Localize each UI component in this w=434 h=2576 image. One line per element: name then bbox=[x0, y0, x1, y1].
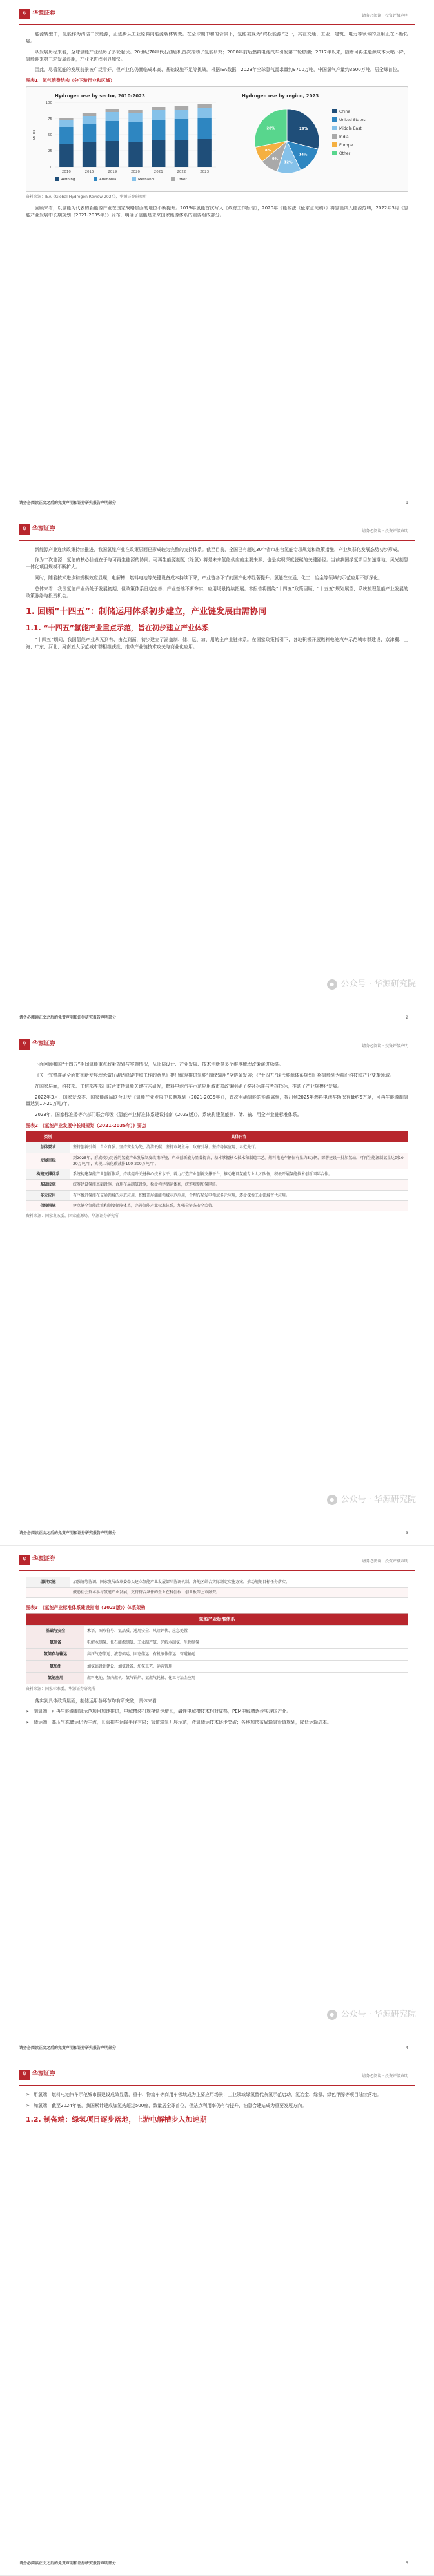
page-3 bbox=[0, 1030, 434, 1545]
bar-segment bbox=[152, 120, 165, 140]
page-content bbox=[26, 546, 408, 655]
bar-segment bbox=[106, 109, 119, 112]
footer-disclaimer: 请务必阅读正文之后的免责声明和证券研究报告声明部分 bbox=[19, 2046, 117, 2051]
table-cell-text: 加强统筹协调，国家发展改革委牵头建立氢能产业发展部际协调机制，各地区结合实际制定实施方案，推动规划目标任务落实。 bbox=[70, 1577, 408, 1587]
table-source: 资料来源：国家发改委，国家能源局，华源证券研究所 bbox=[26, 1214, 119, 1219]
x-tick-label: 2010 bbox=[61, 170, 71, 175]
body-paragraph: 同时，随着技术进步和规模效应显现，电解槽、燃料电池等关键设备成本持续下降，产业链各环节的国产化率显著提升。氢能在交通、化工、冶金等领域的示范应用不断深化。 bbox=[35, 575, 382, 581]
legend-label: Ammonia bbox=[99, 178, 117, 182]
standards-tree bbox=[26, 1613, 408, 1684]
legend-label: India bbox=[339, 135, 349, 140]
watermark bbox=[327, 1494, 416, 1506]
bullet-item: ➢ 储运端：高压气态储运仍为主流，长管拖车运输半径有限；管道输氢开展示范，液氢储运技术逐步突破；各地加快布局输氢管道规划，降低运输成本。 bbox=[26, 1719, 408, 1726]
page-number: 2 bbox=[406, 1015, 408, 1021]
table-row bbox=[26, 1190, 408, 1200]
tree-row bbox=[26, 1648, 408, 1660]
bar-segment bbox=[83, 124, 96, 142]
bullet-item: ➢ 制氢端：可再生能源制氢示范项目加速推进，电解槽装机规模快速增长，碱性电解槽技术相对成熟，PEM电解槽逐步实现国产化。 bbox=[26, 1708, 408, 1715]
page-header bbox=[0, 1030, 434, 1061]
footer-disclaimer: 请务必阅读正文之后的免责声明和证券研究报告声明部分 bbox=[19, 1015, 117, 1021]
table-cell-category bbox=[26, 1587, 70, 1597]
page-footer bbox=[0, 2035, 434, 2061]
tree-row bbox=[26, 1672, 408, 1684]
page-content bbox=[26, 1061, 408, 1225]
pie-value-label: 14% bbox=[299, 153, 308, 157]
table-row bbox=[26, 1153, 408, 1169]
policy-table-continued bbox=[26, 1577, 408, 1599]
bullet-item: ➢ 加氢端：截至2024年底，我国累计建成加氢站超过500座，数量居全球首位，但站点利用率仍有待提升，油氢合建站成为重要发展方向。 bbox=[26, 2102, 408, 2110]
x-tick-label: 2015 bbox=[84, 170, 94, 175]
tree-category: 氢储存与输运 bbox=[26, 1649, 84, 1660]
header-divider bbox=[19, 1570, 415, 1571]
y-tick-label: 0 bbox=[50, 166, 52, 170]
page-1 bbox=[0, 0, 434, 515]
x-tick-label: 2019 bbox=[108, 170, 117, 175]
table-cell-text: 鼓励社会资本参与氢能产业发展，支持符合条件的企业在科创板、创业板等上市融资。 bbox=[70, 1587, 408, 1597]
bar-segment bbox=[128, 113, 142, 122]
tree-category: 氢能应用 bbox=[26, 1673, 84, 1684]
tree-category: 氢制备 bbox=[26, 1637, 84, 1648]
bar-segment bbox=[59, 118, 73, 120]
bar-segment bbox=[175, 110, 188, 119]
table-cell-category: 构建支撑体系 bbox=[26, 1169, 70, 1180]
table-cell-category: 基础设施 bbox=[26, 1180, 70, 1190]
footer-disclaimer: 请务必阅读正文之后的免责声明和证券研究报告声明部分 bbox=[19, 1530, 117, 1535]
watermark bbox=[327, 978, 416, 991]
table-header-cell: 类别 bbox=[26, 1131, 70, 1142]
table-cell-category: 总体要求 bbox=[26, 1142, 70, 1153]
header-divider bbox=[19, 540, 415, 541]
y-tick-label: 25 bbox=[48, 149, 52, 154]
legend-swatch bbox=[55, 177, 59, 181]
bullet-item: ➢ 用氢端：燃料电池汽车示范城市群建设成效显著，重卡、物流车等商用车领域成为主要应用场景；工业领域绿氢替代灰氢示范启动，氢冶金、绿氨、绿色甲醇等项目陆续落地。 bbox=[26, 2091, 408, 2099]
bar-segment bbox=[59, 120, 73, 127]
footer-disclaimer: 请务必阅读正文之后的免责声明和证券研究报告声明部分 bbox=[19, 500, 117, 505]
logo-mark-icon: 华 bbox=[19, 2070, 30, 2080]
legend-label: Methanol bbox=[138, 178, 155, 182]
body-paragraph: 作为二次能源，氢能的核心价值在于与可再生能源的协同。可再生能源制氢（绿氢）将是未来氢能供应的主要来源，也是实现深度脱碳的关键路径。当前我国绿氢项目加速落地，风光制氢一体化项目规模不断扩大。 bbox=[26, 557, 408, 570]
footer-disclaimer: 请务必阅读正文之后的免责声明和证券研究报告声明部分 bbox=[19, 2561, 117, 2566]
x-tick-label: 2021 bbox=[153, 170, 163, 175]
figure-title: 图表1：氢气消费结构（分下游行业和区域） bbox=[26, 78, 115, 84]
bar-segment bbox=[175, 119, 188, 140]
figure-source: 资料来源：国家标准委，华源证券研究所 bbox=[26, 1687, 96, 1692]
legend-swatch bbox=[332, 117, 337, 122]
bar-segment bbox=[83, 113, 96, 116]
pie-value-label: 28% bbox=[266, 126, 275, 131]
tree-head: 氢能产业标准体系 bbox=[26, 1614, 408, 1625]
bar-chart-title: Hydrogen use by sector, 2010-2023 bbox=[55, 93, 145, 99]
page-number: 3 bbox=[406, 1530, 408, 1535]
body-paragraph: 回顾来看，以氢能为代表的新能源产业在国家战略层面的地位不断提升。2019年氢能首次写入《政府工作报告》，2020年《能源法（征求意见稿）》将氢能纳入能源范畴，2022年3月《氢能产业发展中长期规划（2021-2035年）》发布，明确了氢能是未来国家能源体系的重要组成部分。 bbox=[26, 206, 408, 218]
page-header bbox=[0, 515, 434, 546]
page-content bbox=[26, 31, 408, 223]
logo-text: 华源证券 bbox=[32, 10, 56, 17]
header-tagline: 请务必阅读 · 投资评级声明 bbox=[362, 2074, 408, 2079]
legend-swatch bbox=[332, 142, 337, 147]
body-paragraph: 因此，尽管氢能的发展前景被广泛看好，但产业化仍面临成本高、基础设施不足等挑战。根据IEA数据，2023年全球氢气需求量约9700万吨，中国氢气产量约3500万吨，居全球首位。 bbox=[35, 67, 402, 73]
table-cell-category: 多元应用 bbox=[26, 1190, 70, 1200]
bar-segment bbox=[197, 108, 211, 118]
legend-label: Refining bbox=[61, 178, 75, 182]
bar-segment bbox=[197, 104, 211, 108]
tree-category: 基础与安全 bbox=[26, 1626, 84, 1637]
logo bbox=[19, 1555, 55, 1565]
bar-segment bbox=[197, 139, 211, 167]
body-paragraph: 落实到具体政策层面，制储运用各环节均有所突破，具体来看： bbox=[35, 1698, 161, 1704]
legend-label: Other bbox=[339, 151, 351, 157]
page-footer bbox=[0, 1519, 434, 1545]
body-paragraph: 《关于完整准确全面贯彻新发展理念做好碳达峰碳中和工作的意见》提出统筹推进氢能“制储输用”全链条发展；《“十四五”现代能源体系规划》将氢能列为前沿科技和产业变革领域。 bbox=[35, 1072, 395, 1078]
table-cell-text: 有序推进氢能在交通领域的示范应用，积极开展储能领域示范应用，合理布局发电领域多元应用，逐步探索工业领域替代应用。 bbox=[70, 1190, 408, 1200]
pie-value-label: 8% bbox=[264, 148, 271, 153]
legend-swatch bbox=[132, 177, 136, 181]
watermark bbox=[327, 2008, 416, 2021]
tree-items: 术语、图形符号、氢品质、通用安全、风险评估、应急处置 bbox=[87, 1628, 188, 1633]
bar-segment bbox=[128, 110, 142, 113]
table-cell-text: 坚持创新引领、自立自强；坚持安全为先、清洁低碳；坚持市场主导、政府引导；坚持稳慎应用、示范先行。 bbox=[70, 1142, 408, 1153]
section-title: 回顾“十四五”：制储运用体系初步建立，产业链发展由需协同 bbox=[37, 606, 267, 617]
table-cell-category: 组织实施 bbox=[26, 1577, 70, 1587]
table-cell-text: 建立健全氢能政策和制度保障体系，完善氢能产业标准体系，加强全链条安全监管。 bbox=[70, 1200, 408, 1211]
legend-swatch bbox=[332, 126, 337, 130]
body-paragraph: 下面回顾我国“十四五”期间氢能重点政策规划与实施情况，从顶层设计、产业发展、技术创新等多个维度梳理政策演进脉络。 bbox=[35, 1062, 284, 1067]
header-tagline: 请务必阅读 · 投资评级声明 bbox=[362, 1559, 408, 1564]
wechat-icon: ● bbox=[327, 979, 337, 990]
bar-segment bbox=[59, 127, 73, 144]
legend-label: United States bbox=[339, 118, 366, 123]
tree-items: 燃料电池、氢内燃机、氢气锅炉、氢燃气轮机、化工与冶金应用 bbox=[87, 1675, 196, 1680]
legend-swatch bbox=[332, 109, 337, 113]
header-divider bbox=[19, 24, 415, 25]
figure-source: 资料来源：IEA《Global Hydrogen Review 2024》，华源证券研究所 bbox=[26, 194, 147, 199]
x-tick-label: 2023 bbox=[200, 170, 210, 175]
table-cell-text: 系统构建氢能产业创新体系，持续提升关键核心技术水平，着力打造产业创新支撑平台，推动建设氢能专业人才队伍，积极开展氢能技术创新国际合作。 bbox=[70, 1169, 408, 1180]
y-tick-label: 75 bbox=[48, 117, 52, 122]
logo-text: 华源证券 bbox=[32, 525, 56, 532]
subsection-heading: 1.1. “十四五”氢能产业重点示范，旨在初步建立产业体系 bbox=[26, 623, 209, 632]
legend-label: Other bbox=[177, 178, 187, 182]
logo bbox=[19, 1039, 55, 1050]
y-tick-label: 100 bbox=[45, 101, 52, 106]
legend-swatch bbox=[332, 151, 337, 155]
bar-segment bbox=[106, 112, 119, 121]
wechat-icon: ● bbox=[327, 1495, 337, 1505]
pie-value-label: 9% bbox=[272, 157, 279, 161]
table-row bbox=[26, 1587, 408, 1597]
pie-chart-title: Hydrogen use by region, 2023 bbox=[242, 93, 319, 99]
logo-mark-icon: 华 bbox=[19, 1039, 30, 1050]
watermark-text: 公众号 · 华源研究院 bbox=[340, 1494, 416, 1504]
bar-segment bbox=[175, 106, 188, 110]
y-tick-label: 50 bbox=[48, 133, 52, 138]
bar-segment bbox=[152, 140, 165, 167]
policy-table bbox=[26, 1131, 408, 1211]
logo bbox=[19, 524, 55, 535]
bar-segment bbox=[106, 121, 119, 141]
page-2 bbox=[0, 515, 434, 1030]
wechat-icon: ● bbox=[327, 2010, 337, 2020]
page-number: 4 bbox=[406, 2046, 408, 2051]
page-5 bbox=[0, 2061, 434, 2575]
pie-value-label: 12% bbox=[284, 160, 293, 165]
body-paragraph: “十四五”期间，我国氢能产业从无到有、由点到面，初步建立了涵盖制、储、运、加、用的全产业链体系。在国家政策指引下，各地积极开展燃料电池汽车示范城市群建设，京津冀、上海、广东、河北、河南五大示范城市群相继获批，推动产业链技术攻关与商业化应用。 bbox=[26, 637, 408, 649]
logo-text: 华源证券 bbox=[32, 1555, 56, 1562]
bar-segment bbox=[197, 118, 211, 139]
legend-swatch bbox=[332, 134, 337, 139]
table-header-cell: 具体内容 bbox=[70, 1131, 408, 1142]
table-cell-category: 保障措施 bbox=[26, 1200, 70, 1211]
legend-label: China bbox=[339, 110, 351, 115]
tree-items: 高压气态储运、液态储运、固态储运、有机液体储运、管道输运 bbox=[87, 1652, 196, 1657]
header-tagline: 请务必阅读 · 投资评级声明 bbox=[362, 1044, 408, 1048]
logo-mark-icon: 华 bbox=[19, 1555, 30, 1565]
body-paragraph: 新能源产业连续政策持续推进，我国氢能产业在政策层面已形成较为完整的支持体系。截至目前，全国已有超过30个省市出台氢能专项规划和政策措施，产业集群化发展态势初步形成。 bbox=[35, 546, 402, 552]
bar-segment bbox=[152, 107, 165, 110]
page-footer bbox=[0, 2550, 434, 2575]
x-tick-label: 2020 bbox=[131, 170, 140, 175]
bar-segment bbox=[83, 116, 96, 124]
x-tick-label: 2022 bbox=[177, 170, 186, 175]
y-axis-label: Mt H2 bbox=[33, 129, 37, 140]
body-paragraph: 2023年，国家标准委等六部门联合印发《氢能产业标准体系建设指南（2023版）》，系统构建氢能制、储、输、用全产业链标准体系。 bbox=[35, 1112, 302, 1118]
tree-row bbox=[26, 1660, 408, 1672]
page-footer bbox=[0, 489, 434, 515]
tree-category: 氢加注 bbox=[26, 1661, 84, 1672]
watermark-text: 公众号 · 华源研究院 bbox=[340, 979, 416, 990]
body-paragraph: 2022年3月，国家发改委、国家能源局联合印发《氢能产业发展中长期规划（2021-2035年）》，首次明确氢能的能源属性，提出到2025年燃料电池车辆保有量约5万辆，可再生能源制氢量达到10-20万吨/年。 bbox=[26, 1094, 408, 1107]
logo bbox=[19, 9, 55, 19]
table-row bbox=[26, 1577, 408, 1587]
page-content bbox=[26, 1577, 408, 1731]
figure-box bbox=[26, 86, 408, 192]
page-content bbox=[26, 2091, 408, 2128]
body-paragraph: 能源转型中，氢能作为清洁二次能源，正逐步从工业原料向能源载体转变。在全球碳中和的背景下，氢能被视为“终极能源”之一，其在交通、工业、建筑、电力等领域的应用正在不断拓展。 bbox=[26, 32, 408, 44]
legend-swatch bbox=[171, 177, 175, 181]
subsection-heading: 1.2. 制备端：绿氢项目逐步落地，上游电解槽步入加速期 bbox=[26, 2115, 207, 2124]
table-row bbox=[26, 1200, 408, 1211]
section-heading bbox=[26, 606, 408, 618]
section-number: 1. bbox=[26, 606, 35, 617]
body-paragraph: 在国家层面，科技部、工信部等部门联合支持氢能关键技术研发，燃料电池汽车示范应用城市群政策明确了奖补标准与考核指标，推动了产业规模化发展。 bbox=[35, 1083, 342, 1089]
bar-segment bbox=[59, 144, 73, 167]
page-number: 5 bbox=[406, 2561, 408, 2566]
pie-value-label: 29% bbox=[299, 127, 308, 131]
bar-segment bbox=[83, 142, 96, 167]
tree-row bbox=[26, 1637, 408, 1648]
table-cell-category: 发展目标 bbox=[26, 1153, 70, 1169]
tree-items: 加氢站设计建设、加氢设备、加氢工艺、运营管理 bbox=[87, 1664, 173, 1669]
hydrogen-chart bbox=[29, 90, 405, 186]
legend-label: Middle East bbox=[339, 126, 362, 131]
table-row bbox=[26, 1180, 408, 1190]
page-footer bbox=[0, 1004, 434, 1030]
page-header bbox=[0, 2061, 434, 2091]
body-paragraph: 从发展历程来看，全球氢能产业经历了多轮起伏。20世纪70年代石油危机首次推动了氢能研究；2000年前后燃料电池汽车引发第二轮热潮；2017年以来，随着可再生能源成本大幅下降，氢能迎来第三轮发展浪潮，产业化进程明显加快。 bbox=[26, 49, 408, 62]
bar-segment bbox=[152, 110, 165, 120]
header-tagline: 请务必阅读 · 投资评级声明 bbox=[362, 528, 408, 533]
bar-segment bbox=[106, 141, 119, 167]
bar-segment bbox=[175, 140, 188, 167]
watermark-text: 公众号 · 华源研究院 bbox=[340, 2010, 416, 2020]
tree-items: 电解水制氢、化石能源制氢、工业副产氢、光解水制氢、生物制氢 bbox=[87, 1640, 200, 1646]
tree-row bbox=[26, 1625, 408, 1637]
logo-text: 华源证券 bbox=[32, 2071, 56, 2078]
logo-mark-icon: 华 bbox=[19, 524, 30, 535]
table-row bbox=[26, 1169, 408, 1180]
table-cell-text: 统筹建设氢能基础设施，合理布局制氢设施，稳步构建储运体系，统筹规划加氢网络。 bbox=[70, 1180, 408, 1190]
legend-swatch bbox=[94, 177, 97, 181]
body-paragraph: 总体来看，我国氢能产业仍处于发展初期，但政策体系日趋完善，产业基础不断夯实，应用场景持续拓展。本报告将围绕“十四五”政策回顾、“十五五”规划展望，系统梳理氢能产业发展的政策脉络与投资机会。 bbox=[26, 586, 408, 599]
logo-mark-icon: 华 bbox=[19, 9, 30, 19]
bar-segment bbox=[128, 122, 142, 142]
table-row bbox=[26, 1142, 408, 1153]
header-divider bbox=[19, 2085, 415, 2086]
figure-title: 图表3：《氢能产业标准体系建设指南（2023版）》体系架构 bbox=[26, 1605, 146, 1611]
page-header bbox=[0, 0, 434, 31]
legend-label: Europe bbox=[339, 143, 353, 148]
bar-segment bbox=[128, 142, 142, 167]
table-cell-text: 到2025年，形成较为完善的氢能产业发展制度政策环境，产业创新能力显著提高，基本掌握核心技术和制造工艺。燃料电池车辆保有量约5万辆，部署建设一批加氢站。可再生能源制氢量达到10-20万吨/年，实现二氧化碳减排100-200万吨/年。 bbox=[70, 1153, 408, 1169]
header-tagline: 请务必阅读 · 投资评级声明 bbox=[362, 14, 408, 18]
page-4 bbox=[0, 1546, 434, 2061]
table-title: 图表2：《氢能产业发展中长期规划（2021-2035年）》要点 bbox=[26, 1123, 146, 1129]
logo-text: 华源证券 bbox=[32, 1041, 56, 1048]
table-header-row bbox=[26, 1131, 408, 1142]
page-number: 1 bbox=[406, 500, 408, 505]
logo bbox=[19, 2070, 55, 2080]
page-header bbox=[0, 1546, 434, 1577]
